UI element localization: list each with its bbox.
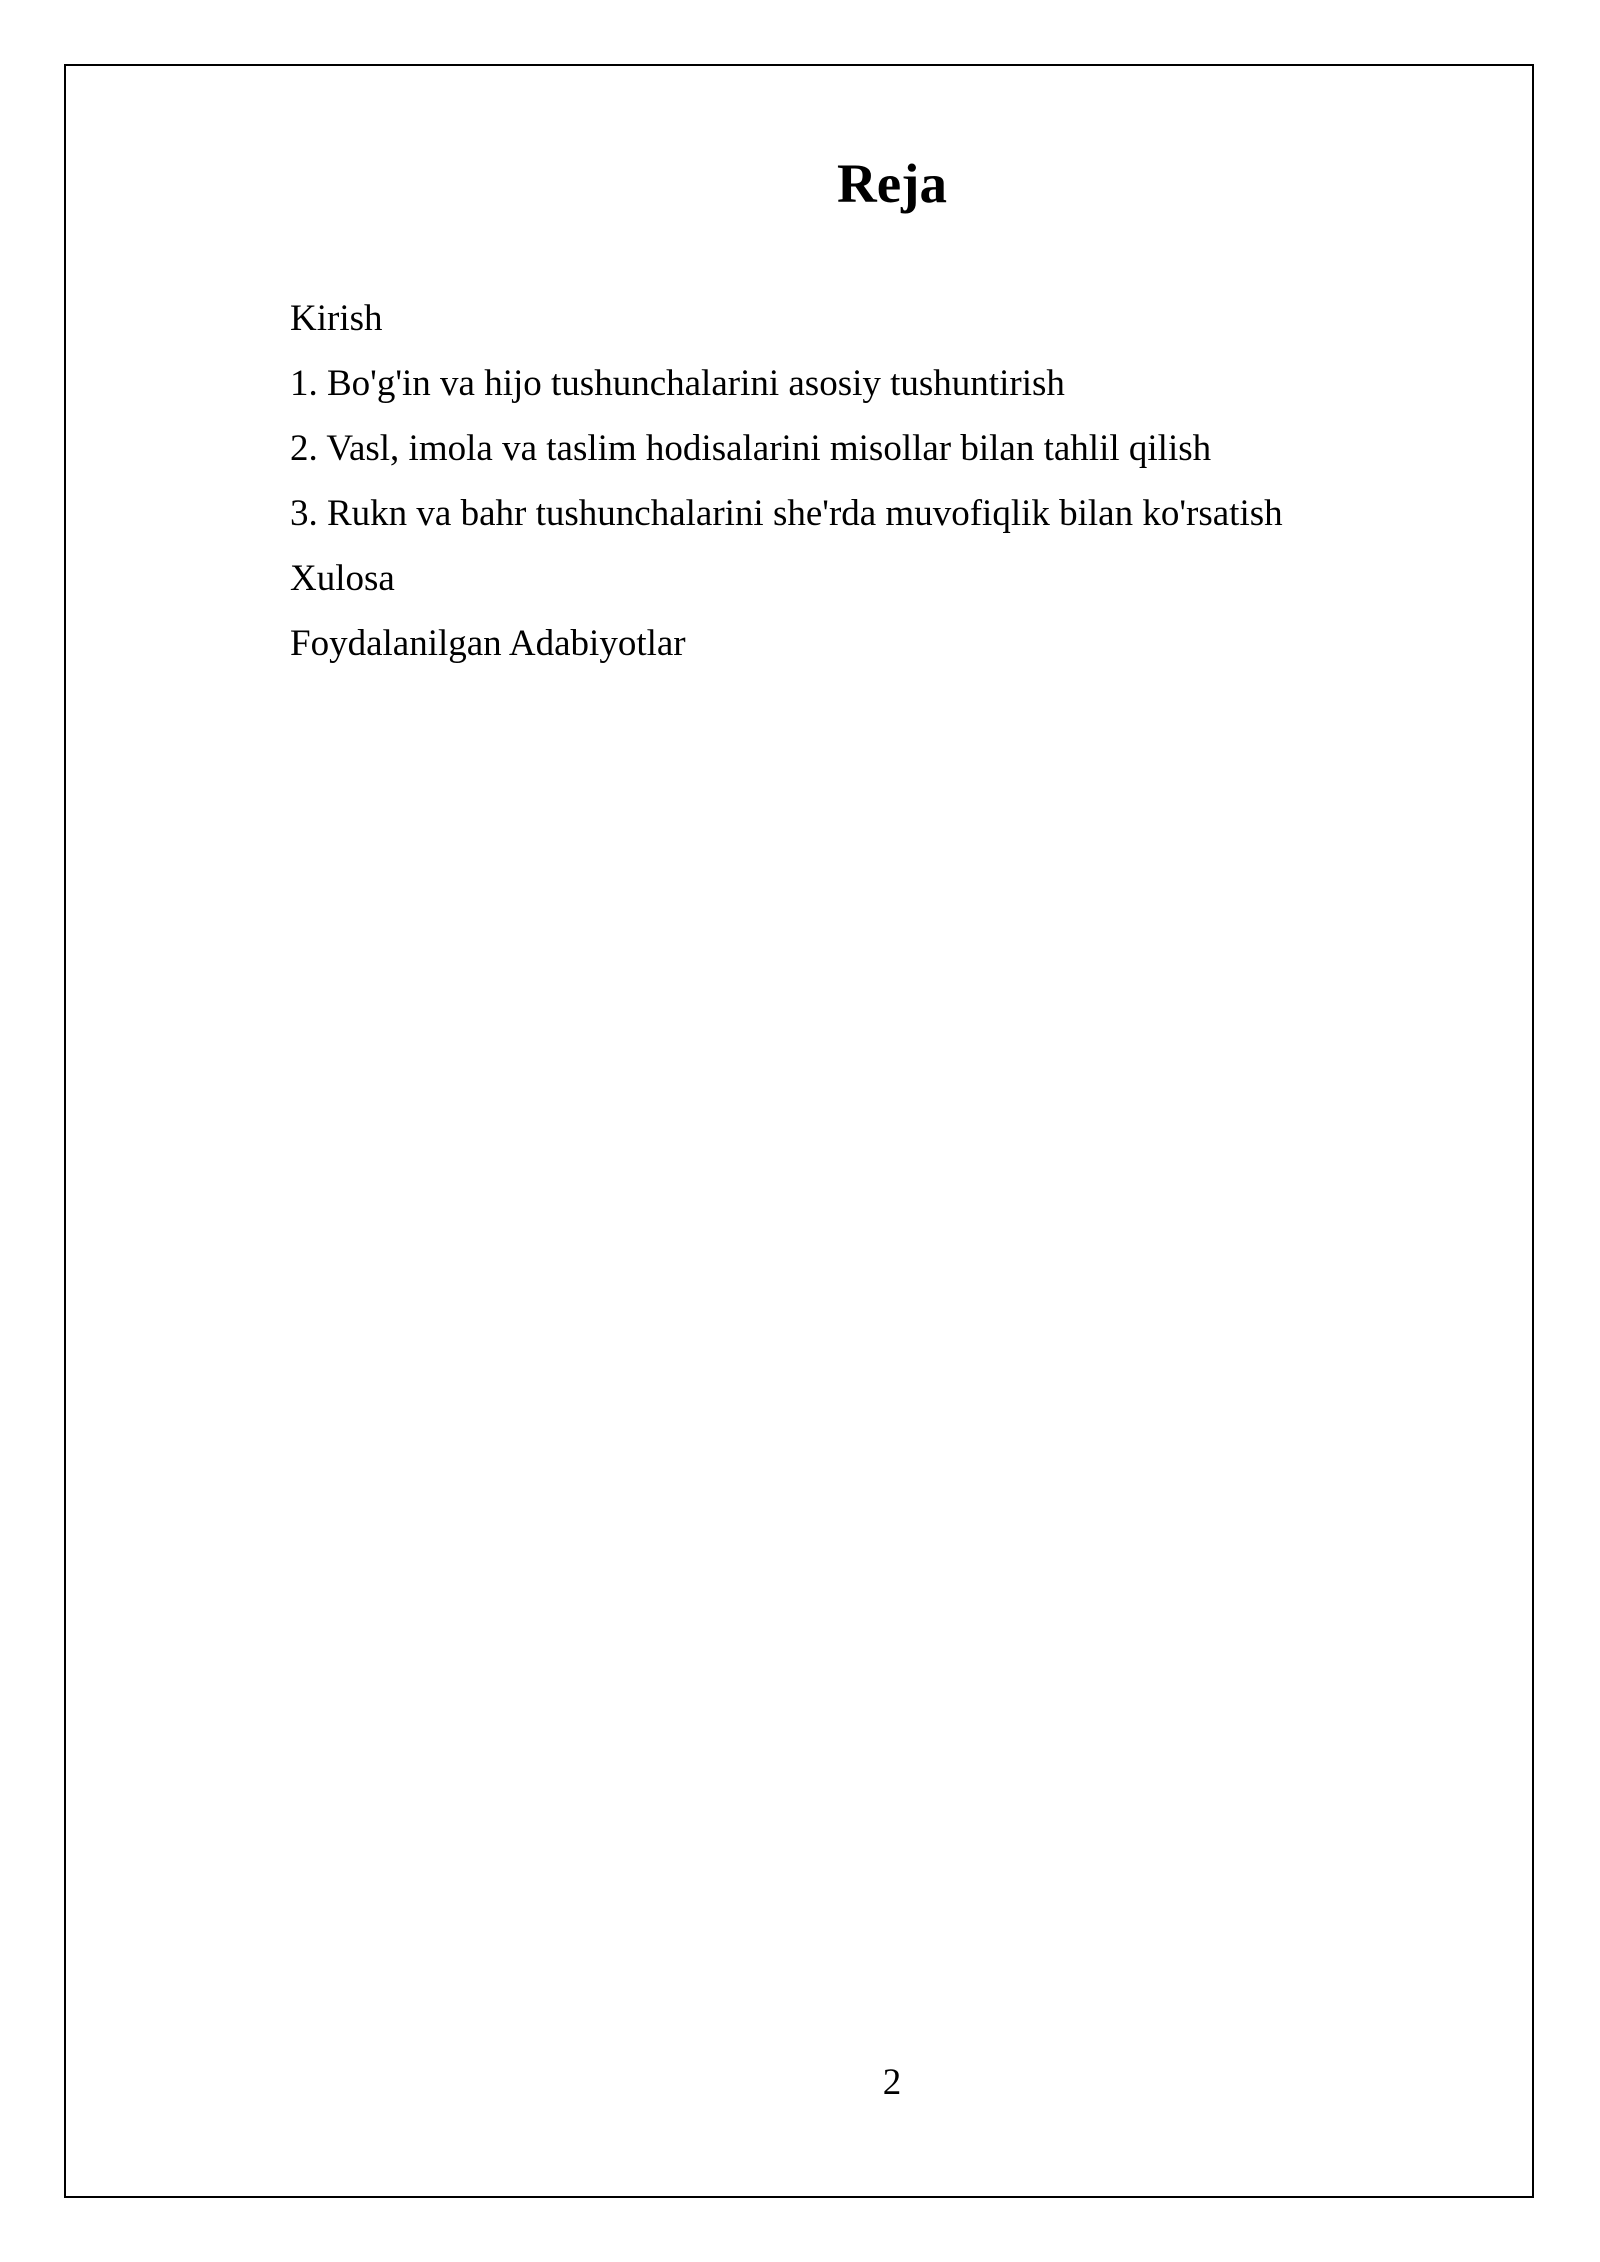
plan-item-references: Foydalanilgan Adabiyotlar bbox=[290, 623, 686, 664]
plan-item-3: 3. Rukn va bahr tushunchalarini she'rda muvofiqlik bilan ko'rsatish bbox=[290, 493, 1283, 534]
plan-item-1: 1. Bo'g'in va hijo tushunchalarini asosiy tushuntirish bbox=[290, 363, 1065, 404]
plan-item-introduction: Kirish bbox=[290, 298, 383, 339]
page-number: 2 bbox=[882, 2062, 902, 2103]
plan-list bbox=[290, 286, 1283, 676]
page-title: Reja bbox=[837, 153, 947, 214]
plan-item-conclusion: Xulosa bbox=[290, 558, 395, 599]
plan-item-2: 2. Vasl, imola va taslim hodisalarini misollar bilan tahlil qilish bbox=[290, 428, 1212, 469]
